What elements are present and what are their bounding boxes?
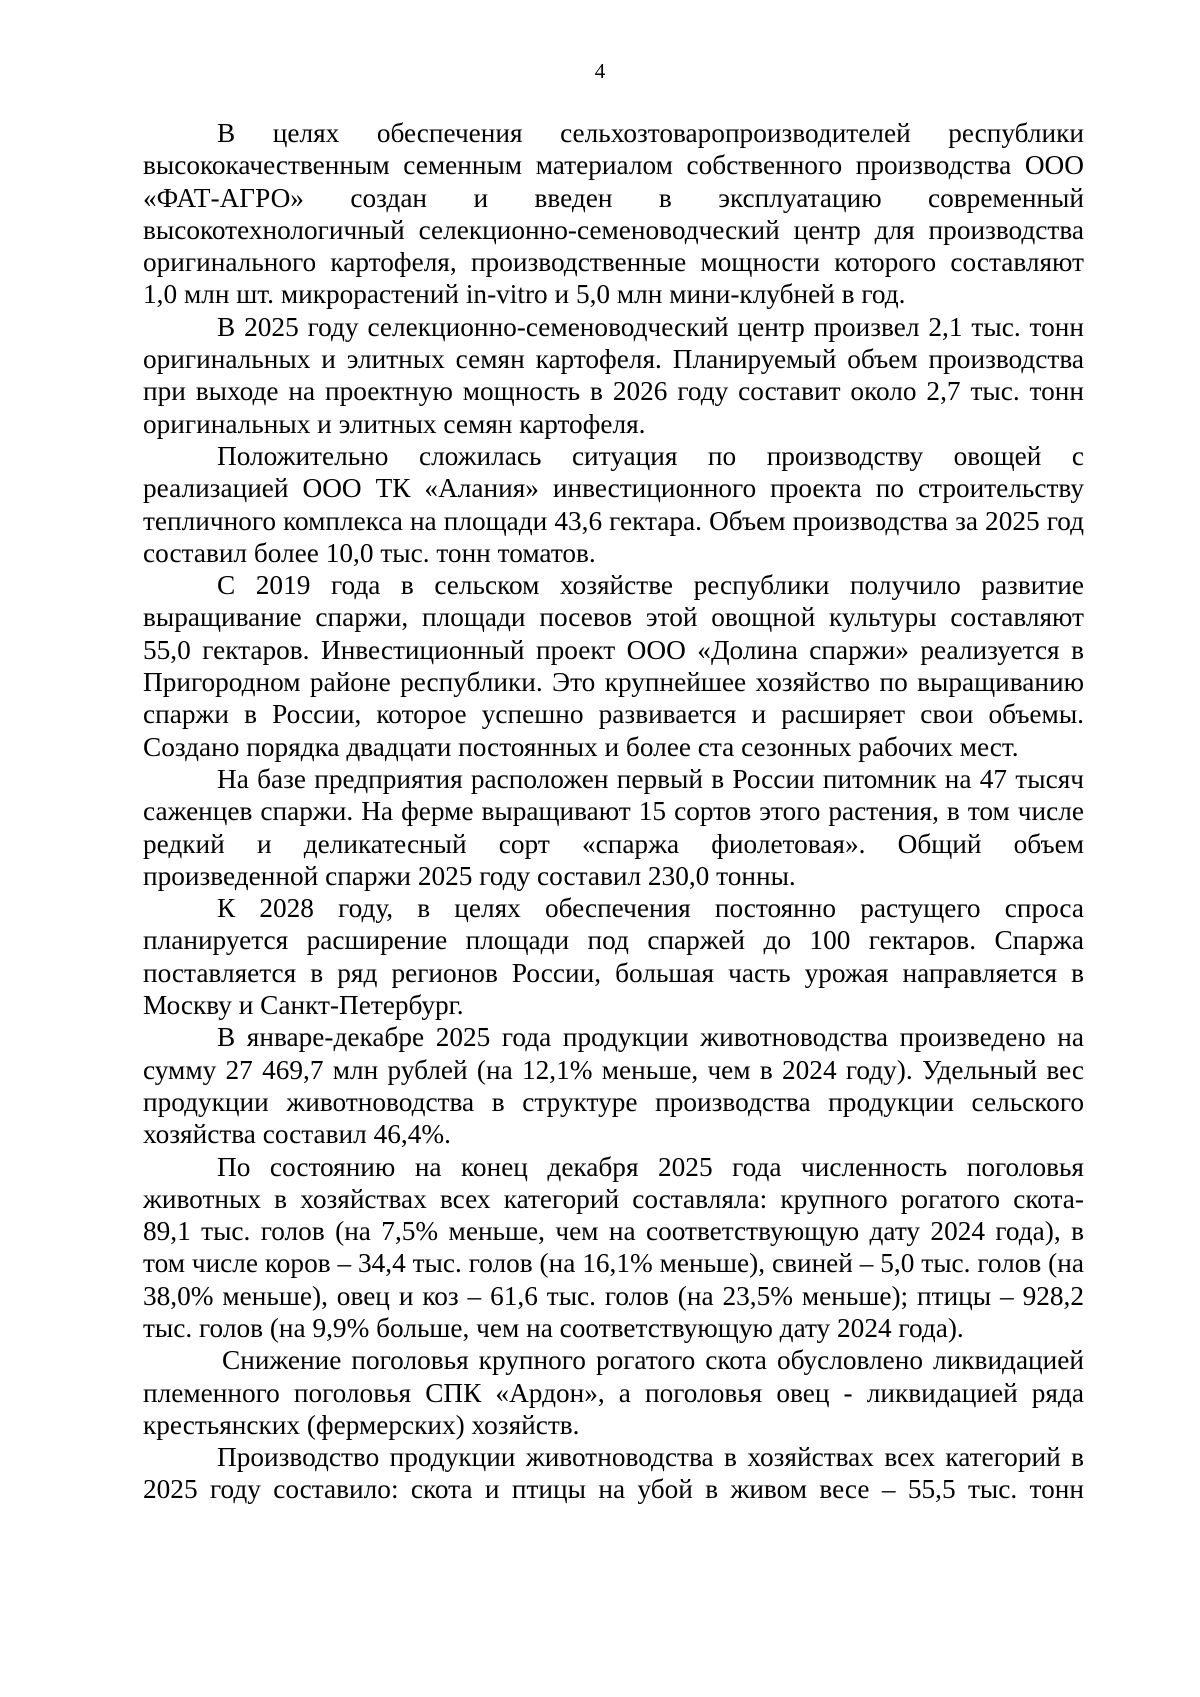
- paragraph-greenhouse: Положительно сложилась ситуация по производству овощей с реализацией ООО ТК «Алания» инвестиционного проекта по строительству тепличного комплекса на площади 43,6 гектара. Объем производства за 2025 год составил более 10,0 тыс. тонн томатов.: [143, 440, 1084, 568]
- paragraph-asparagus-nursery: На базе предприятия расположен первый в России питомник на 47 тысяч саженцев спаржи. На ферме выращивают 15 сортов этого растения, в том числе редкий и деликатесный сорт «спаржа фиолетовая». Общий объем произведенной спаржи 2025 году составил 230,0 тонны.: [143, 763, 1084, 891]
- paragraph-asparagus-cultivation: С 2019 года в сельском хозяйстве республики получило развитие выращивание спаржи, площади посевов этой овощной культуры составляют 55,0 гектаров. Инвестиционный проект ООО «Долина спаржи» реализуется в Пригородном районе республики. Это крупнейшее хозяйство по выращиванию спаржи в России, которое успешно развивается и расширяет свои объемы. Создано порядка двадцати постоянных и более ста сезонных рабочих мест.: [143, 570, 1084, 762]
- paragraph-livestock-production: Производство продукции животноводства в хозяйствах всех категорий в 2025 году составило: скота и птицы на убой в живом весе – 55,5 тыс. тонн: [143, 1442, 1084, 1505]
- paragraph-potato-output: В 2025 году селекционно-семеноводческий центр произвел 2,1 тыс. тонн оригинальных и элитных семян картофеля. Планируемый объем производства при выходе на проектную мощность в 2026 году составит около 2,7 тыс. тонн оригинальных и элитных семян картофеля.: [143, 311, 1084, 439]
- document-body: [143, 117, 1084, 1506]
- paragraph-livestock-headcount: По состоянию на конец декабря 2025 года численность поголовья животных в хозяйствах всех категорий составляла: крупного рогатого скота- 89,1 тыс. голов (на 7,5% меньше, чем на соответствующую дату 2024 года), в том числе коров – 34,4 тыс. голов (на 16,1% меньше), свиней – 5,0 тыс. голов (на 38,0% меньше), овец и коз – 61,6 тыс. голов (на 23,5% меньше); птицы – 928,2 тыс. голов (на 9,9% больше, чем на соответствующую дату 2024 года).: [143, 1151, 1084, 1343]
- paragraph-seed-center: В целях обеспечения сельхозтоваропроизводителей республики высококачественным семенным материалом собственного производства ООО «ФАТ-АГРО» создан и введен в эксплуатацию современный высокотехнологичный селекционно-семеноводческий центр для производства оригинального картофеля, производственные мощности которого составляют 1,0 млн шт. микрорастений in-vitro и 5,0 млн мини-клубней в год.: [143, 118, 1084, 310]
- paragraph-headcount-decline: Снижение поголовья крупного рогатого скота обусловлено ликвидацией племенного поголовья СПК «Ардон», а поголовья овец - ликвидацией ряда крестьянских (фермерских) хозяйств.: [143, 1345, 1084, 1440]
- paragraph-asparagus-plans: К 2028 году, в целях обеспечения постоянно растущего спроса планируется расширение площади под спаржей до 100 гектаров. Спаржа поставляется в ряд регионов России, большая часть урожая направляется в Москву и Санкт-Петербург.: [143, 893, 1084, 1021]
- page-number: 4: [594, 59, 606, 83]
- paragraph-livestock-output: В январе-декабре 2025 года продукции животноводства произведено на сумму 27 469,7 млн рублей (на 12,1% меньше, чем в 2024 году). Удельный вес продукции животноводства в структуре производства продукции сельского хозяйства составил 46,4%.: [143, 1022, 1084, 1150]
